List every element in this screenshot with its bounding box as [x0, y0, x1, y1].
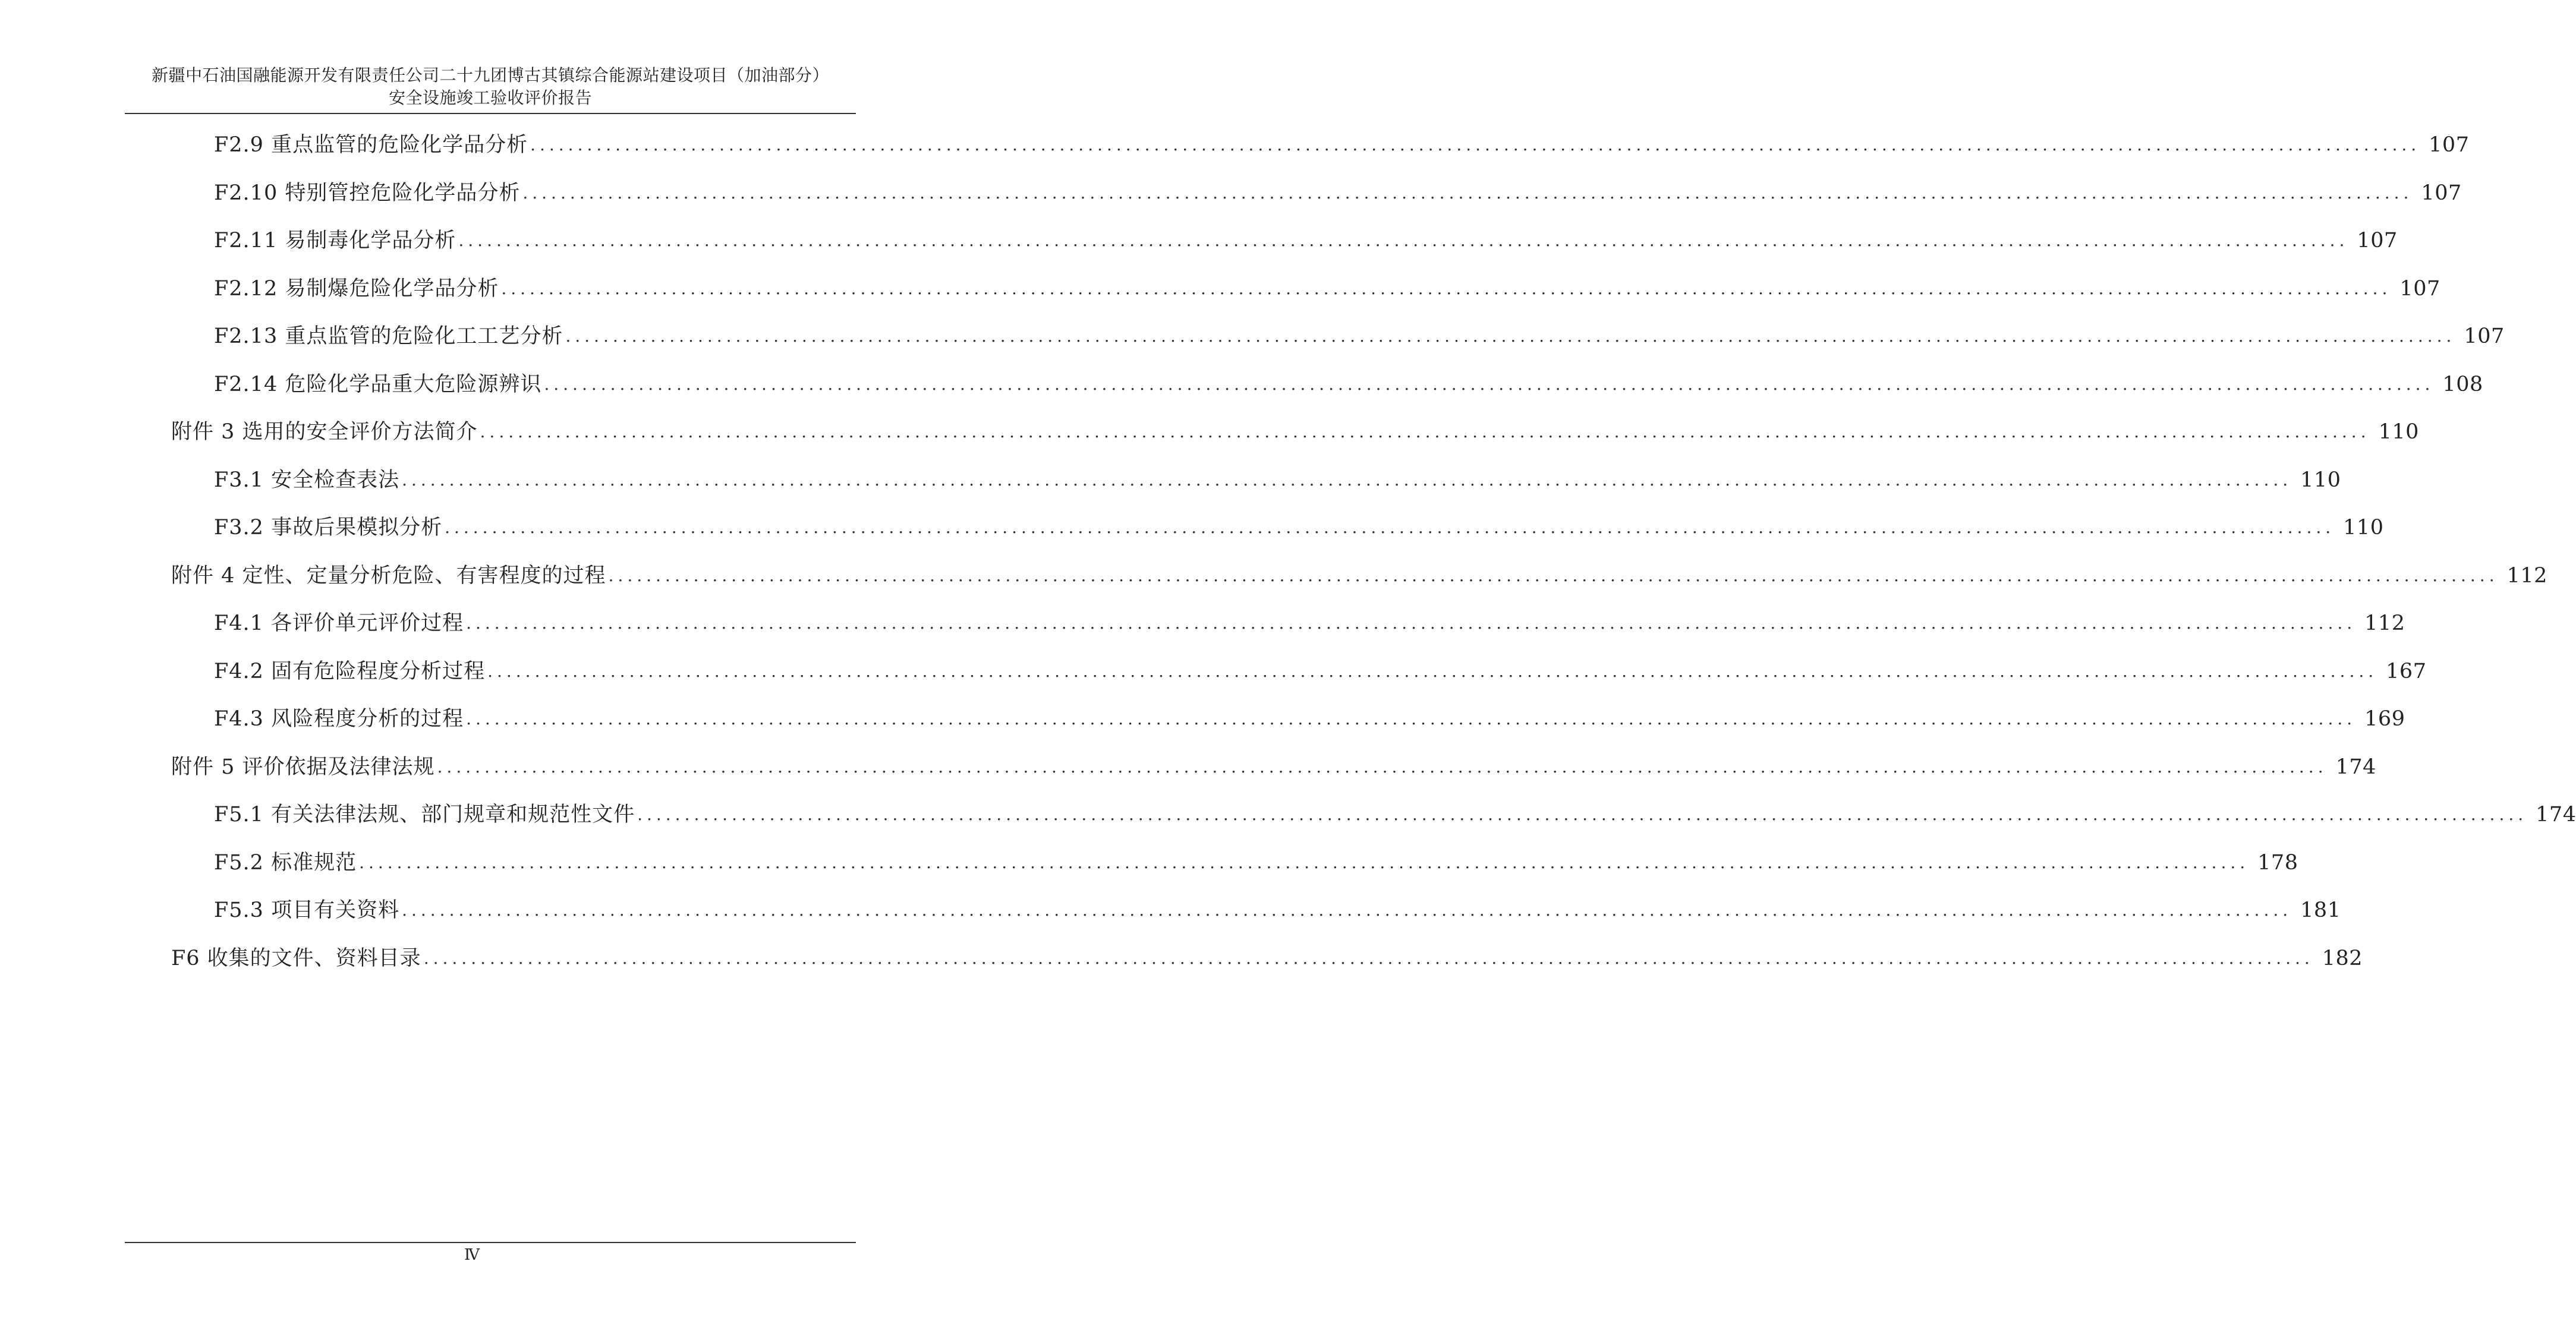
- toc-entry-page: 112: [2506, 563, 2547, 588]
- toc-entry-label: F2.9 重点监管的危险化学品分析: [214, 133, 528, 157]
- toc-dot-leader: ........................................................................................................................................................................................................: [402, 469, 2292, 490]
- toc-entry-page: 174: [2536, 803, 2576, 827]
- toc-entry-label: F2.12 易制爆危险化学品分析: [214, 276, 499, 301]
- toc-entry-page: 110: [2343, 516, 2384, 540]
- toc-dot-leader: ........................................................................................................................................................................................................: [423, 948, 2314, 968]
- toc-entry[interactable]: [214, 458, 2341, 494]
- toc-entry-page: 107: [2429, 133, 2470, 157]
- toc-entry-label: F5.1 有关法律法规、部门规章和规范性文件: [214, 803, 635, 827]
- toc-entry[interactable]: [171, 554, 2547, 589]
- toc-entry-page: 110: [2300, 468, 2341, 492]
- toc-dot-leader: ........................................................................................................................................................................................................: [544, 374, 2435, 394]
- toc-dot-leader: ........................................................................................................................................................................................................: [501, 278, 2392, 298]
- toc-entry-label: F5.3 项目有关资料: [214, 898, 400, 922]
- toc-entry[interactable]: [214, 841, 2298, 876]
- toc-dot-leader: ........................................................................................................................................................................................................: [466, 709, 2357, 729]
- toc-entry-label: F2.13 重点监管的危险化工工艺分析: [214, 324, 563, 348]
- toc-entry-label: F3.1 安全检查表法: [214, 468, 400, 492]
- toc-entry[interactable]: [214, 697, 2405, 733]
- toc-entry-label: F2.11 易制毒化学品分析: [214, 229, 456, 253]
- toc-entry-page: 107: [2464, 324, 2505, 348]
- toc-dot-leader: ........................................................................................................................................................................................................: [466, 613, 2357, 633]
- toc-entry[interactable]: [214, 888, 2341, 924]
- toc-entry[interactable]: [171, 936, 2363, 972]
- toc-entry-label: 附件 5 评价依据及法律法规: [171, 755, 435, 779]
- toc-entry-label: F6 收集的文件、资料目录: [171, 946, 421, 970]
- toc-entry[interactable]: [171, 745, 2376, 781]
- toc-entry[interactable]: [214, 267, 2440, 302]
- toc-entry[interactable]: [214, 601, 2405, 637]
- toc-entry-label: 附件 4 定性、定量分析危险、有害程度的过程: [171, 563, 606, 588]
- toc-entry-label: F4.2 固有危险程度分析过程: [214, 659, 486, 683]
- header-title-line2: 安全设施竣工验收评价报告: [388, 88, 592, 108]
- header-title-line1: 新疆中石油国融能源开发有限责任公司二十九团博古其镇综合能源站建设项目（加油部分）: [151, 65, 829, 85]
- toc-entry[interactable]: [214, 793, 2576, 828]
- toc-dot-leader: ........................................................................................................................................................................................................: [522, 182, 2413, 203]
- toc-entry[interactable]: [214, 219, 2398, 254]
- toc-entry-page: 112: [2364, 611, 2405, 635]
- toc-entry-page: 107: [2357, 229, 2398, 253]
- toc-dot-leader: ........................................................................................................................................................................................................: [608, 565, 2499, 585]
- toc-entry[interactable]: [214, 123, 2470, 159]
- toc-entry-page: 110: [2378, 420, 2419, 444]
- toc-entry-label: F3.2 事故后果模拟分析: [214, 516, 443, 540]
- toc-entry-page: 167: [2386, 659, 2427, 683]
- toc-entry-label: F2.14 危险化学品重大危险源辨识: [214, 372, 542, 396]
- toc-entry-page: 181: [2300, 898, 2341, 922]
- toc-entry-label: F5.2 标准规范: [214, 850, 357, 875]
- footer-page-number: Ⅳ: [464, 1246, 480, 1264]
- toc-dot-leader: ........................................................................................................................................................................................................: [445, 518, 2335, 537]
- toc-entry-page: 182: [2322, 946, 2363, 970]
- toc-dot-leader: ........................................................................................................................................................................................................: [637, 805, 2528, 824]
- toc-dot-leader: ........................................................................................................................................................................................................: [565, 326, 2456, 346]
- toc-entry-label: F2.10 特别管控危险化学品分析: [214, 181, 521, 205]
- toc-entry[interactable]: [214, 314, 2505, 350]
- toc-dot-leader: ........................................................................................................................................................................................................: [458, 231, 2349, 250]
- toc-entry[interactable]: [214, 362, 2483, 398]
- toc-entry[interactable]: [214, 171, 2462, 207]
- page-header: [125, 64, 856, 109]
- toc-dot-leader: ........................................................................................................................................................................................................: [487, 661, 2378, 681]
- header-divider: [125, 113, 856, 114]
- toc-entry-page: 107: [2421, 181, 2462, 205]
- toc-entry-page: 108: [2442, 372, 2483, 396]
- toc-entry-page: 178: [2257, 850, 2298, 875]
- toc-entry-label: F4.1 各评价单元评价过程: [214, 611, 464, 635]
- toc-dot-leader: ........................................................................................................................................................................................................: [480, 422, 2370, 441]
- toc-entry[interactable]: [214, 506, 2384, 541]
- toc-dot-leader: ........................................................................................................................................................................................................: [437, 756, 2328, 777]
- toc-entry[interactable]: [214, 649, 2427, 685]
- toc-dot-leader: ........................................................................................................................................................................................................: [530, 135, 2421, 154]
- toc-entry-page: 169: [2364, 707, 2405, 731]
- toc-entry-label: F4.3 风险程度分析的过程: [214, 707, 464, 731]
- toc-dot-leader: ........................................................................................................................................................................................................: [402, 900, 2292, 920]
- toc-entry-page: 107: [2399, 276, 2440, 301]
- toc-dot-leader: ........................................................................................................................................................................................................: [359, 852, 2250, 872]
- toc-entry-label: 附件 3 选用的安全评价方法简介: [171, 420, 478, 444]
- toc-entry-page: 174: [2335, 755, 2376, 779]
- toc-entry[interactable]: [171, 410, 2419, 446]
- footer-divider: [125, 1242, 856, 1243]
